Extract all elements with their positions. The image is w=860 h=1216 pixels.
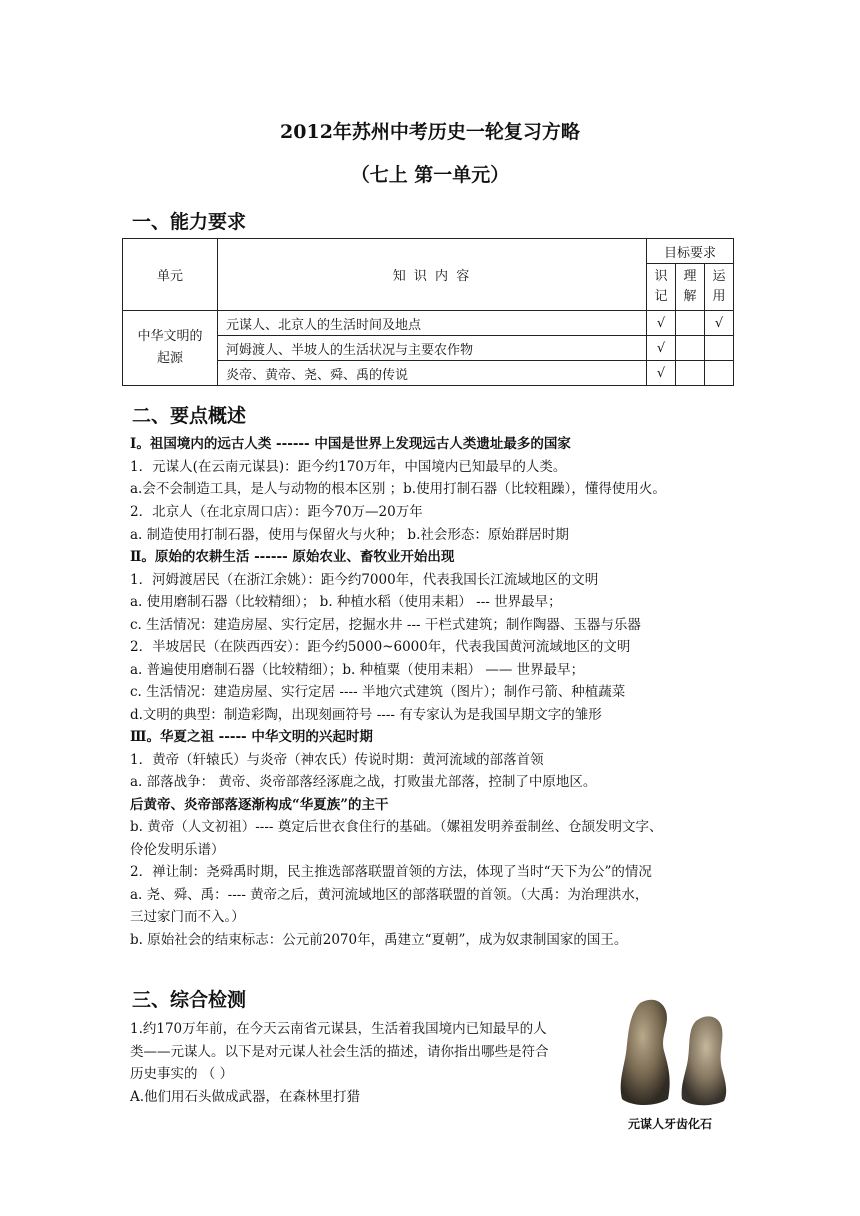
- requirements-table: [122, 238, 734, 386]
- summary-line: Ⅲ。华夏之祖 ----- 中华文明的兴起时期: [130, 729, 373, 745]
- question-line: A.他们用石头做成武器，在森林里打猎: [130, 1089, 361, 1105]
- table-row-mark: [676, 361, 705, 386]
- table-row-mark: [705, 336, 734, 361]
- summary-line: b. 黄帝（人文初祖）---- 奠定后世衣食住行的基础。（嫘祖发明养蚕制丝、仓颉发明文字、: [130, 819, 663, 835]
- summary-line: c. 生活情况：建造房屋、实行定居 ---- 半地穴式建筑（图片）；制作弓箭、种植蔬菜: [130, 684, 626, 700]
- summary-line: a. 普遍使用磨制石器（比较精细）；b. 种植粟（使用耒耜） —— 世界最早；: [130, 662, 585, 678]
- table-row-content: 炎帝、黄帝、尧、舜、禹的传说: [218, 361, 647, 386]
- summary-line: a.会不会制造工具，是人与动物的根本区别 ；b.使用打制石器（比较粗躁），懂得使用火。: [130, 481, 666, 497]
- summary-line: b. 原始社会的结束标志：公元前2070年，禹建立“夏朝”，成为奴隶制国家的国王。: [130, 932, 628, 948]
- goal-col-apply: 运用: [705, 264, 734, 311]
- table-row-mark: √: [647, 311, 676, 336]
- table-row-mark: √: [705, 311, 734, 336]
- summary-line: 伶伦发明乐谱）: [130, 842, 225, 858]
- question-line: 历史事实的 （ ）: [130, 1066, 234, 1082]
- summary-line: 1．河姆渡居民（在浙江余姚）：距今约7000年，代表我国长江流域地区的文明: [130, 572, 599, 588]
- summary-line: Ⅰ。祖国境内的远古人类 ------ 中国是世界上发现远古人类遗址最多的国家: [130, 436, 571, 452]
- summary-line: a. 尧、舜、禹：---- 黄帝之后，黄河流域地区的部落联盟的首领。（大禹：为治理洪水，: [130, 887, 649, 903]
- tooth-fossil-image: [610, 995, 740, 1113]
- summary-line: 2．禅让制：尧舜禹时期，民主推选部落联盟首领的方法，体现了当时“天下为公”的情况: [130, 864, 652, 880]
- summary-line: a. 部落战争： 黄帝、炎帝部落经涿鹿之战，打败蚩尤部落，控制了中原地区。: [130, 774, 597, 790]
- summary-line: 后黄帝、炎帝部落逐渐构成“华夏族”的主干: [130, 797, 389, 813]
- table-row-mark: [676, 336, 705, 361]
- table-row-mark: √: [647, 336, 676, 361]
- summary-line: 三过家门而不入。）: [130, 909, 245, 925]
- summary-line: a. 制造使用打制石器，使用与保留火与火种； b.社会形态：原始群居时期: [130, 527, 569, 543]
- unit-name-cell: 中华文明的起源: [123, 311, 218, 386]
- table-row-mark: [705, 361, 734, 386]
- question-line: 1.约170万年前，在今天云南省元谋县，生活着我国境内已知最早的人: [130, 1021, 547, 1037]
- table-row-mark: [676, 311, 705, 336]
- col-goal-header: 目标要求: [647, 239, 734, 264]
- page-title: 2012年苏州中考历史一轮复习方略: [280, 121, 580, 143]
- summary-line: Ⅱ。原始的农耕生活 ------ 原始农业、畜牧业开始出现: [130, 549, 455, 565]
- summary-line: 2．半坡居民（在陕西西安）：距今约5000~6000年，代表我国黄河流域地区的文明: [130, 639, 631, 655]
- summary-line: 2．北京人（在北京周口店）：距今70万—20万年: [130, 504, 423, 520]
- summary-line: 1．黄帝（轩辕氏）与炎帝（神农氏）传说时期：黄河流域的部落首领: [130, 752, 544, 768]
- table-row-content: 河姆渡人、半坡人的生活状况与主要农作物: [218, 336, 647, 361]
- page-subtitle: （七上 第一单元）: [350, 164, 510, 186]
- summary-line: a. 使用磨制石器（比较精细）； b. 种植水稻（使用耒耜） --- 世界最早；: [130, 594, 562, 610]
- summary-line: 1．元谋人(在云南元谋县)：距今约170万年，中国境内已知最早的人类。: [130, 459, 567, 475]
- figure-caption: 元谋人牙齿化石: [628, 1117, 713, 1131]
- section-heading-ability: 一、能力要求: [132, 211, 247, 233]
- section-heading-test: 三、综合检测: [132, 989, 247, 1011]
- table-row-content: 元谋人、北京人的生活时间及地点: [218, 311, 647, 336]
- summary-line: c. 生活情况：建造房屋、实行定居，挖掘水井 --- 干栏式建筑；制作陶器、玉器与乐器: [130, 617, 641, 633]
- question-line: 类——元谋人。以下是对元谋人社会生活的描述，请你指出哪些是符合: [130, 1044, 549, 1060]
- col-content-header: 知 识 内 容: [218, 239, 647, 311]
- summary-line: d.文明的典型：制造彩陶，出现刻画符号 ---- 有专家认为是我国早期文字的雏形: [130, 707, 602, 723]
- goal-col-memorize: 识记: [647, 264, 676, 311]
- table-row-mark: √: [647, 361, 676, 386]
- col-unit-header: 单元: [123, 239, 218, 311]
- section-heading-summary: 二、要点概述: [132, 405, 247, 427]
- goal-col-understand: 理解: [676, 264, 705, 311]
